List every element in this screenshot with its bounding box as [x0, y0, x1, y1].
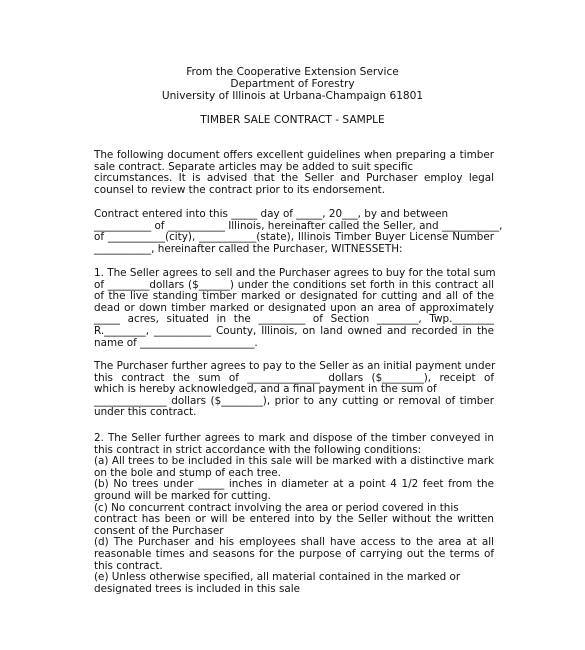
- section-2-line: (c) No concurrent contract involving the area or period covered in this: [94, 501, 459, 514]
- section-2-line: consent of the Purchaser: [94, 524, 224, 537]
- section-2-line: designated trees is included in this sale: [94, 582, 301, 595]
- section-1-line: of the live standing timber marked or designated for cutting and all of the: [94, 290, 494, 303]
- intro-line: sale contract. Separate articles may be added to suit specific: [94, 160, 414, 173]
- contract-line: ___________, hereinafter called the Purchaser, WITNESSETH:: [94, 242, 403, 255]
- document-title: TIMBER SALE CONTRACT - SAMPLE: [200, 114, 385, 126]
- header-line-1: From the Cooperative Extension Service: [186, 66, 399, 78]
- header-line-2: Department of Forestry: [230, 78, 355, 90]
- payment-line: under this contract.: [94, 406, 197, 419]
- intro-line: circumstances. It is advised that the Seller and Purchaser employ legal: [94, 172, 494, 185]
- section-2-line: (e) Unless otherwise specified, all material contained in the marked or: [94, 571, 461, 584]
- contract-entered-paragraph: [94, 208, 503, 255]
- payment-line: The Purchaser further agrees to pay to the Seller as an initial payment under: [94, 360, 496, 372]
- section-2-line: this contract.: [94, 559, 163, 572]
- contract-line: ___________ of ___________ Illinois, hereinafter called the Seller, and ___________,: [94, 219, 503, 232]
- intro-paragraph: [94, 150, 494, 196]
- payment-line: ______________ dollars ($________), prior to any cutting or removal of timber: [94, 394, 494, 407]
- section-2-line: on the bole and stump of each tree.: [94, 466, 281, 479]
- contract-line: Contract entered into this _____ day of _____, 20___, by and between: [94, 208, 449, 220]
- document-header: [0, 66, 585, 102]
- section-2-line: ground will be marked for cutting.: [94, 489, 271, 502]
- section-1-line: name of ______________________.: [94, 336, 258, 349]
- intro-line: counsel to review the contract prior to its endorsement.: [94, 183, 386, 196]
- payment-line: which is hereby acknowledged, and a final payment in the sum of: [94, 383, 437, 396]
- section-2-line: (a) All trees to be included in this sale will be marked with a distinctive mark: [94, 455, 494, 468]
- section-1-line: dead or down timber marked or designated upon an area of approximately: [94, 301, 494, 314]
- section-1-line: of ________dollars ($______) under the conditions set forth in this contract all: [94, 278, 494, 291]
- further-payment-paragraph: [94, 361, 494, 419]
- section-2-line: (b) No trees under _____ inches in diameter at a point 4 1/2 feet from the: [94, 478, 494, 491]
- intro-line: The following document offers excellent guidelines when preparing a timber: [94, 149, 494, 161]
- header-line-3: University of Illinois at Urbana-Champaign 61801: [161, 90, 424, 102]
- section-1-line: R.________, ___________ County, Illinois, on land owned and recorded in the: [94, 324, 494, 337]
- section-1-line: 1. The Seller agrees to sell and the Purchaser agrees to buy for the total sum: [94, 267, 496, 279]
- section-2-line: contract has been or will be entered into by the Seller without the written: [94, 513, 494, 526]
- section-1-line: _____ acres, situated in the _________ of Section ________, Twp.________: [94, 313, 494, 326]
- section-2-line: reasonable times and seasons for the purpose of carrying out the terms of: [94, 547, 494, 560]
- section-2-line: (d) The Purchaser and his employees shall have access to the area at all: [94, 536, 494, 549]
- section-1-paragraph: [94, 268, 494, 349]
- contract-line: of ___________(city), ___________(state), Illinois Timber Buyer License Number: [94, 231, 494, 244]
- section-2-line: 2. The Seller further agrees to mark and dispose of the timber conveyed in: [94, 432, 494, 444]
- section-2-paragraph: [94, 433, 494, 595]
- payment-line: this contract the sum of ______________ dollars ($________), receipt of: [94, 371, 494, 384]
- section-2-line: this contract in strict accordance with the following conditions:: [94, 443, 422, 456]
